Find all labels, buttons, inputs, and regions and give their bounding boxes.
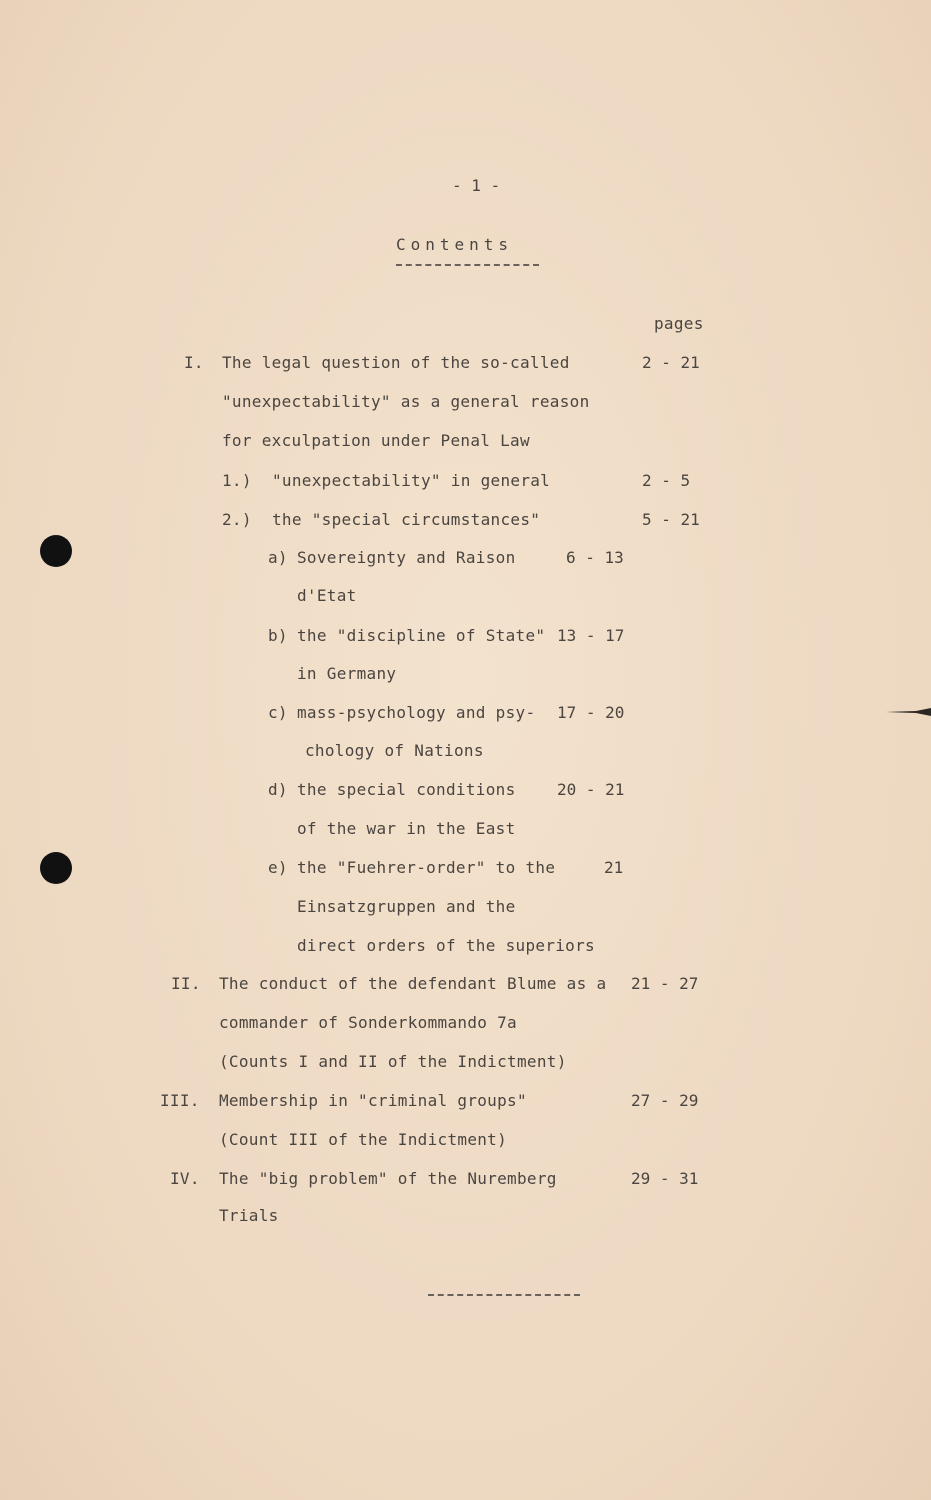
- entry-text: "unexpectability" as a general reason: [222, 392, 590, 411]
- entry-text: (Count III of the Indictment): [219, 1130, 508, 1149]
- edge-mark: [886, 708, 931, 716]
- entry-text: Sovereignty and Raison: [297, 548, 516, 567]
- entry-text: the "Fuehrer-order" to the: [297, 858, 556, 877]
- entry-pages: 6 - 13: [566, 548, 624, 567]
- entry-text: (Counts I and II of the Indictment): [219, 1052, 567, 1071]
- page-title: Contents: [396, 235, 514, 254]
- entry-text: "unexpectability" in general: [272, 471, 551, 490]
- punch-hole: [40, 852, 72, 884]
- entry-pages: 20 - 21: [557, 780, 625, 799]
- entry-text: Einsatzgruppen and the: [297, 897, 516, 916]
- entry-pages: 13 - 17: [557, 626, 625, 645]
- entry-pages: 5 - 21: [642, 510, 700, 529]
- entry-number: II.: [171, 974, 201, 993]
- entry-text: Membership in "criminal groups": [219, 1091, 527, 1110]
- entry-pages: 21 - 27: [631, 974, 699, 993]
- entry-text: The conduct of the defendant Blume as a: [219, 974, 607, 993]
- entry-text: the "discipline of State": [297, 626, 546, 645]
- entry-pages: 29 - 31: [631, 1169, 699, 1188]
- entry-number: c): [268, 703, 288, 722]
- entry-number: b): [268, 626, 288, 645]
- entry-text: direct orders of the superiors: [297, 936, 595, 955]
- entry-number: 2.): [222, 510, 252, 529]
- entry-text: for exculpation under Penal Law: [222, 431, 530, 450]
- page-number: - 1 -: [452, 176, 501, 195]
- entry-text: d'Etat: [297, 586, 357, 605]
- entry-text: in Germany: [297, 664, 397, 683]
- entry-text: of the war in the East: [297, 819, 516, 838]
- end-rule: [428, 1294, 580, 1296]
- entry-text: The "big problem" of the Nuremberg: [219, 1169, 557, 1188]
- entry-number: 1.): [222, 471, 252, 490]
- entry-text: Trials: [219, 1206, 279, 1225]
- entry-number: d): [268, 780, 288, 799]
- entry-number: e): [268, 858, 288, 877]
- entry-pages: 27 - 29: [631, 1091, 699, 1110]
- title-underline: [396, 264, 539, 266]
- entry-pages: 2 - 5: [642, 471, 691, 490]
- entry-text: The legal question of the so-called: [222, 353, 570, 372]
- entry-text: chology of Nations: [305, 741, 484, 760]
- entry-text: the "special circumstances": [272, 510, 541, 529]
- pages-label: pages: [654, 314, 704, 333]
- punch-hole: [40, 535, 72, 567]
- entry-number: I.: [184, 353, 204, 372]
- entry-text: mass-psychology and psy-: [297, 703, 536, 722]
- entry-text: commander of Sonderkommando 7a: [219, 1013, 517, 1032]
- entry-number: a): [268, 548, 288, 567]
- entry-number: III.: [160, 1091, 200, 1110]
- entry-number: IV.: [170, 1169, 200, 1188]
- entry-pages: 21: [604, 858, 624, 877]
- entry-pages: 17 - 20: [557, 703, 625, 722]
- entry-text: the special conditions: [297, 780, 516, 799]
- entry-pages: 2 - 21: [642, 353, 700, 372]
